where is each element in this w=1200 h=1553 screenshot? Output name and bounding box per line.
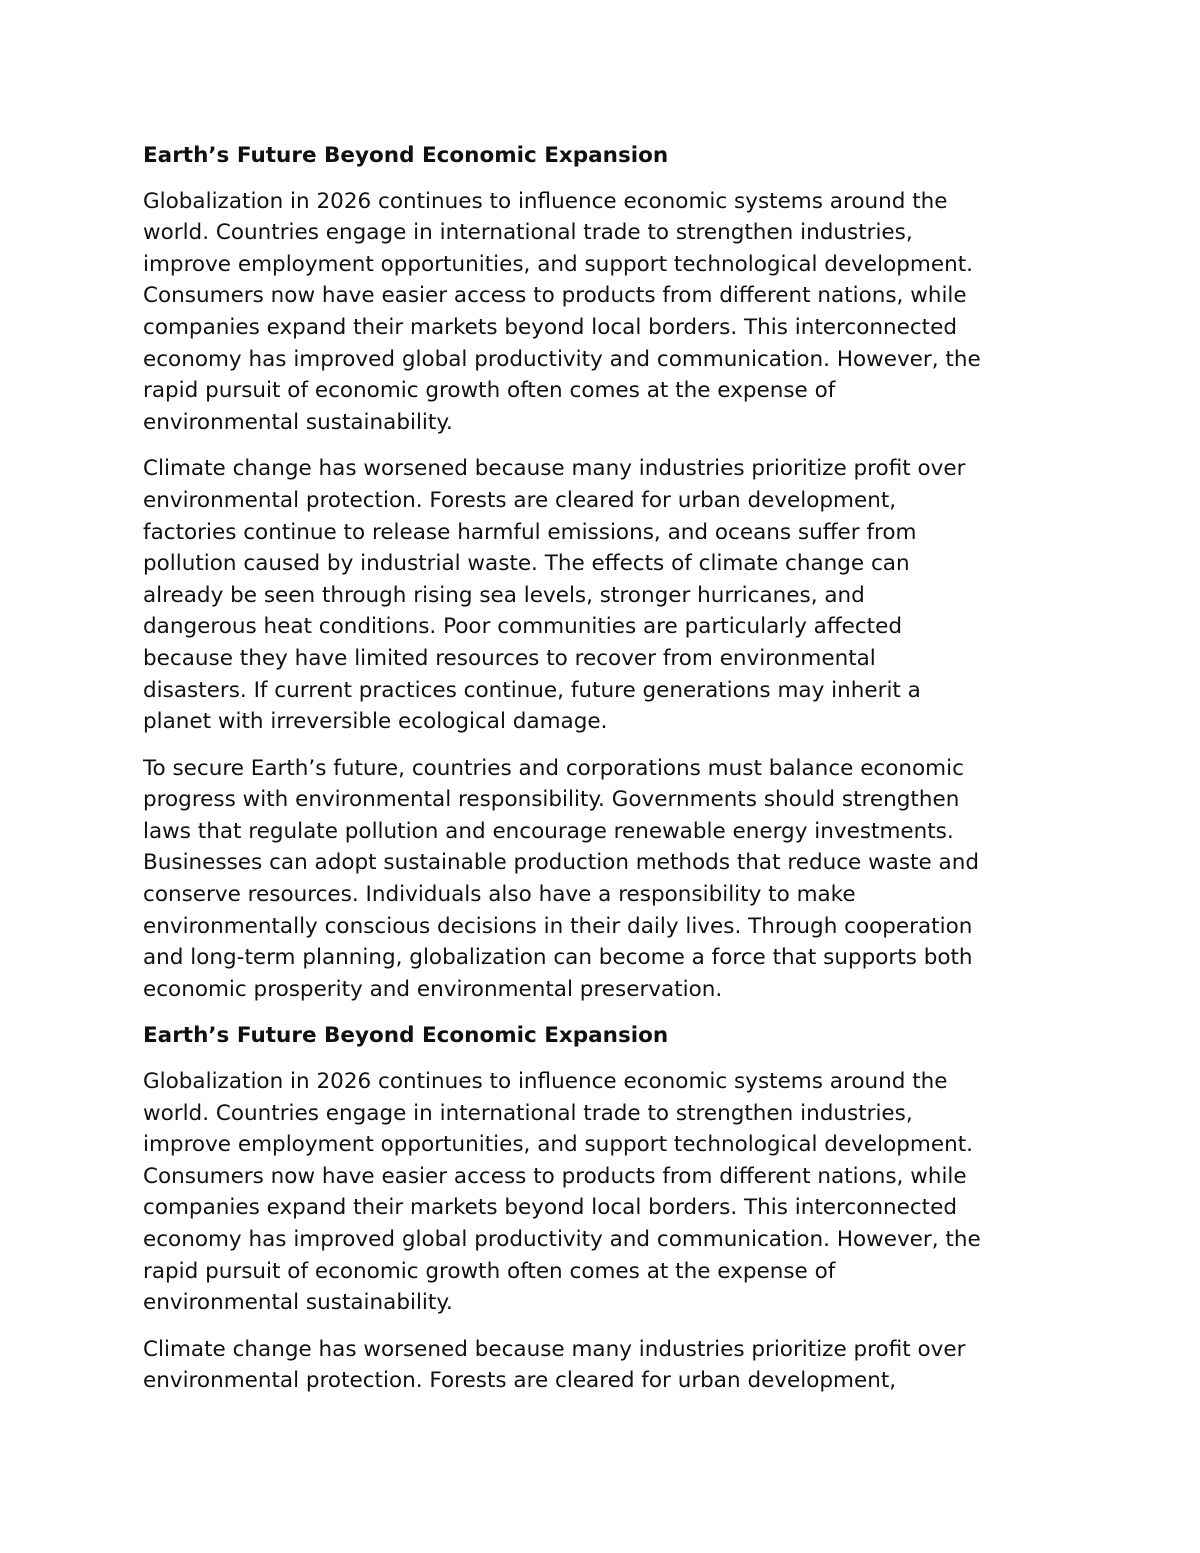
section-heading: Earth’s Future Beyond Economic Expansion — [143, 143, 669, 168]
document-body — [143, 140, 1073, 1412]
paragraph-line: environmental protection. Forests are cleared for urban development, — [143, 1368, 897, 1394]
body-paragraph — [143, 186, 1073, 439]
paragraph-line: rapid pursuit of economic growth often comes at the expense of — [143, 1258, 836, 1284]
paragraph-line: economic prosperity and environmental preservation. — [143, 976, 723, 1002]
paragraph-line: Consumers now have easier access to products from different nations, while — [143, 283, 967, 309]
body-paragraph — [143, 753, 1073, 1006]
paragraph-line: companies expand their markets beyond local borders. This interconnected — [143, 314, 957, 340]
body-paragraph — [143, 1066, 1073, 1319]
paragraph-line: world. Countries engage in international trade to strengthen industries, — [143, 220, 913, 246]
paragraph-line: improve employment opportunities, and support technological development. — [143, 1132, 973, 1158]
paragraph-line: already be seen through rising sea levels, stronger hurricanes, and — [143, 582, 865, 608]
paragraph-line: Globalization in 2026 continues to influence economic systems around the — [143, 1069, 948, 1095]
paragraph-line: environmental sustainability. — [143, 1290, 453, 1316]
paragraph-line: factories continue to release harmful emissions, and oceans suffer from — [143, 519, 917, 545]
paragraph-line: world. Countries engage in international trade to strengthen industries, — [143, 1100, 913, 1126]
paragraph-line: Consumers now have easier access to products from different nations, while — [143, 1163, 967, 1189]
paragraph-line: conserve resources. Individuals also have a responsibility to make — [143, 882, 856, 908]
paragraph-line: improve employment opportunities, and support technological development. — [143, 251, 973, 277]
paragraph-line: Businesses can adopt sustainable production methods that reduce waste and — [143, 850, 980, 876]
paragraph-line: environmental sustainability. — [143, 409, 453, 435]
paragraph-line: economy has improved global productivity and communication. However, the — [143, 346, 981, 372]
paragraph-line: environmental protection. Forests are cleared for urban development, — [143, 487, 897, 513]
paragraph-line: rapid pursuit of economic growth often comes at the expense of — [143, 378, 836, 404]
paragraph-line: pollution caused by industrial waste. The effects of climate change can — [143, 551, 910, 577]
paragraph-line: because they have limited resources to recover from environmental — [143, 645, 876, 671]
paragraph-line: disasters. If current practices continue, future generations may inherit a — [143, 677, 921, 703]
paragraph-line: economy has improved global productivity and communication. However, the — [143, 1227, 981, 1252]
paragraph-line: planet with irreversible ecological damage. — [143, 709, 608, 735]
paragraph-line: environmentally conscious decisions in their daily lives. Through cooperation — [143, 913, 973, 939]
paragraph-line: companies expand their markets beyond local borders. This interconnected — [143, 1195, 957, 1221]
body-paragraph — [143, 1334, 1073, 1397]
paragraph-line: laws that regulate pollution and encourage renewable energy investments. — [143, 818, 954, 844]
paragraph-line: dangerous heat conditions. Poor communities are particularly affected — [143, 614, 902, 640]
body-paragraph — [143, 453, 1073, 737]
paragraph-line: To secure Earth’s future, countries and corporations must balance economic — [143, 755, 964, 781]
paragraph-line: progress with environmental responsibility. Governments should strengthen — [143, 787, 960, 813]
paragraph-line: Climate change has worsened because many industries prioritize profit over — [143, 1336, 966, 1362]
paragraph-line: Climate change has worsened because many industries prioritize profit over — [143, 456, 966, 482]
section-heading: Earth’s Future Beyond Economic Expansion — [143, 1023, 669, 1049]
paragraph-line: and long-term planning, globalization can become a force that supports both — [143, 945, 973, 971]
paragraph-line: Globalization in 2026 continues to influence economic systems around the — [143, 188, 948, 214]
